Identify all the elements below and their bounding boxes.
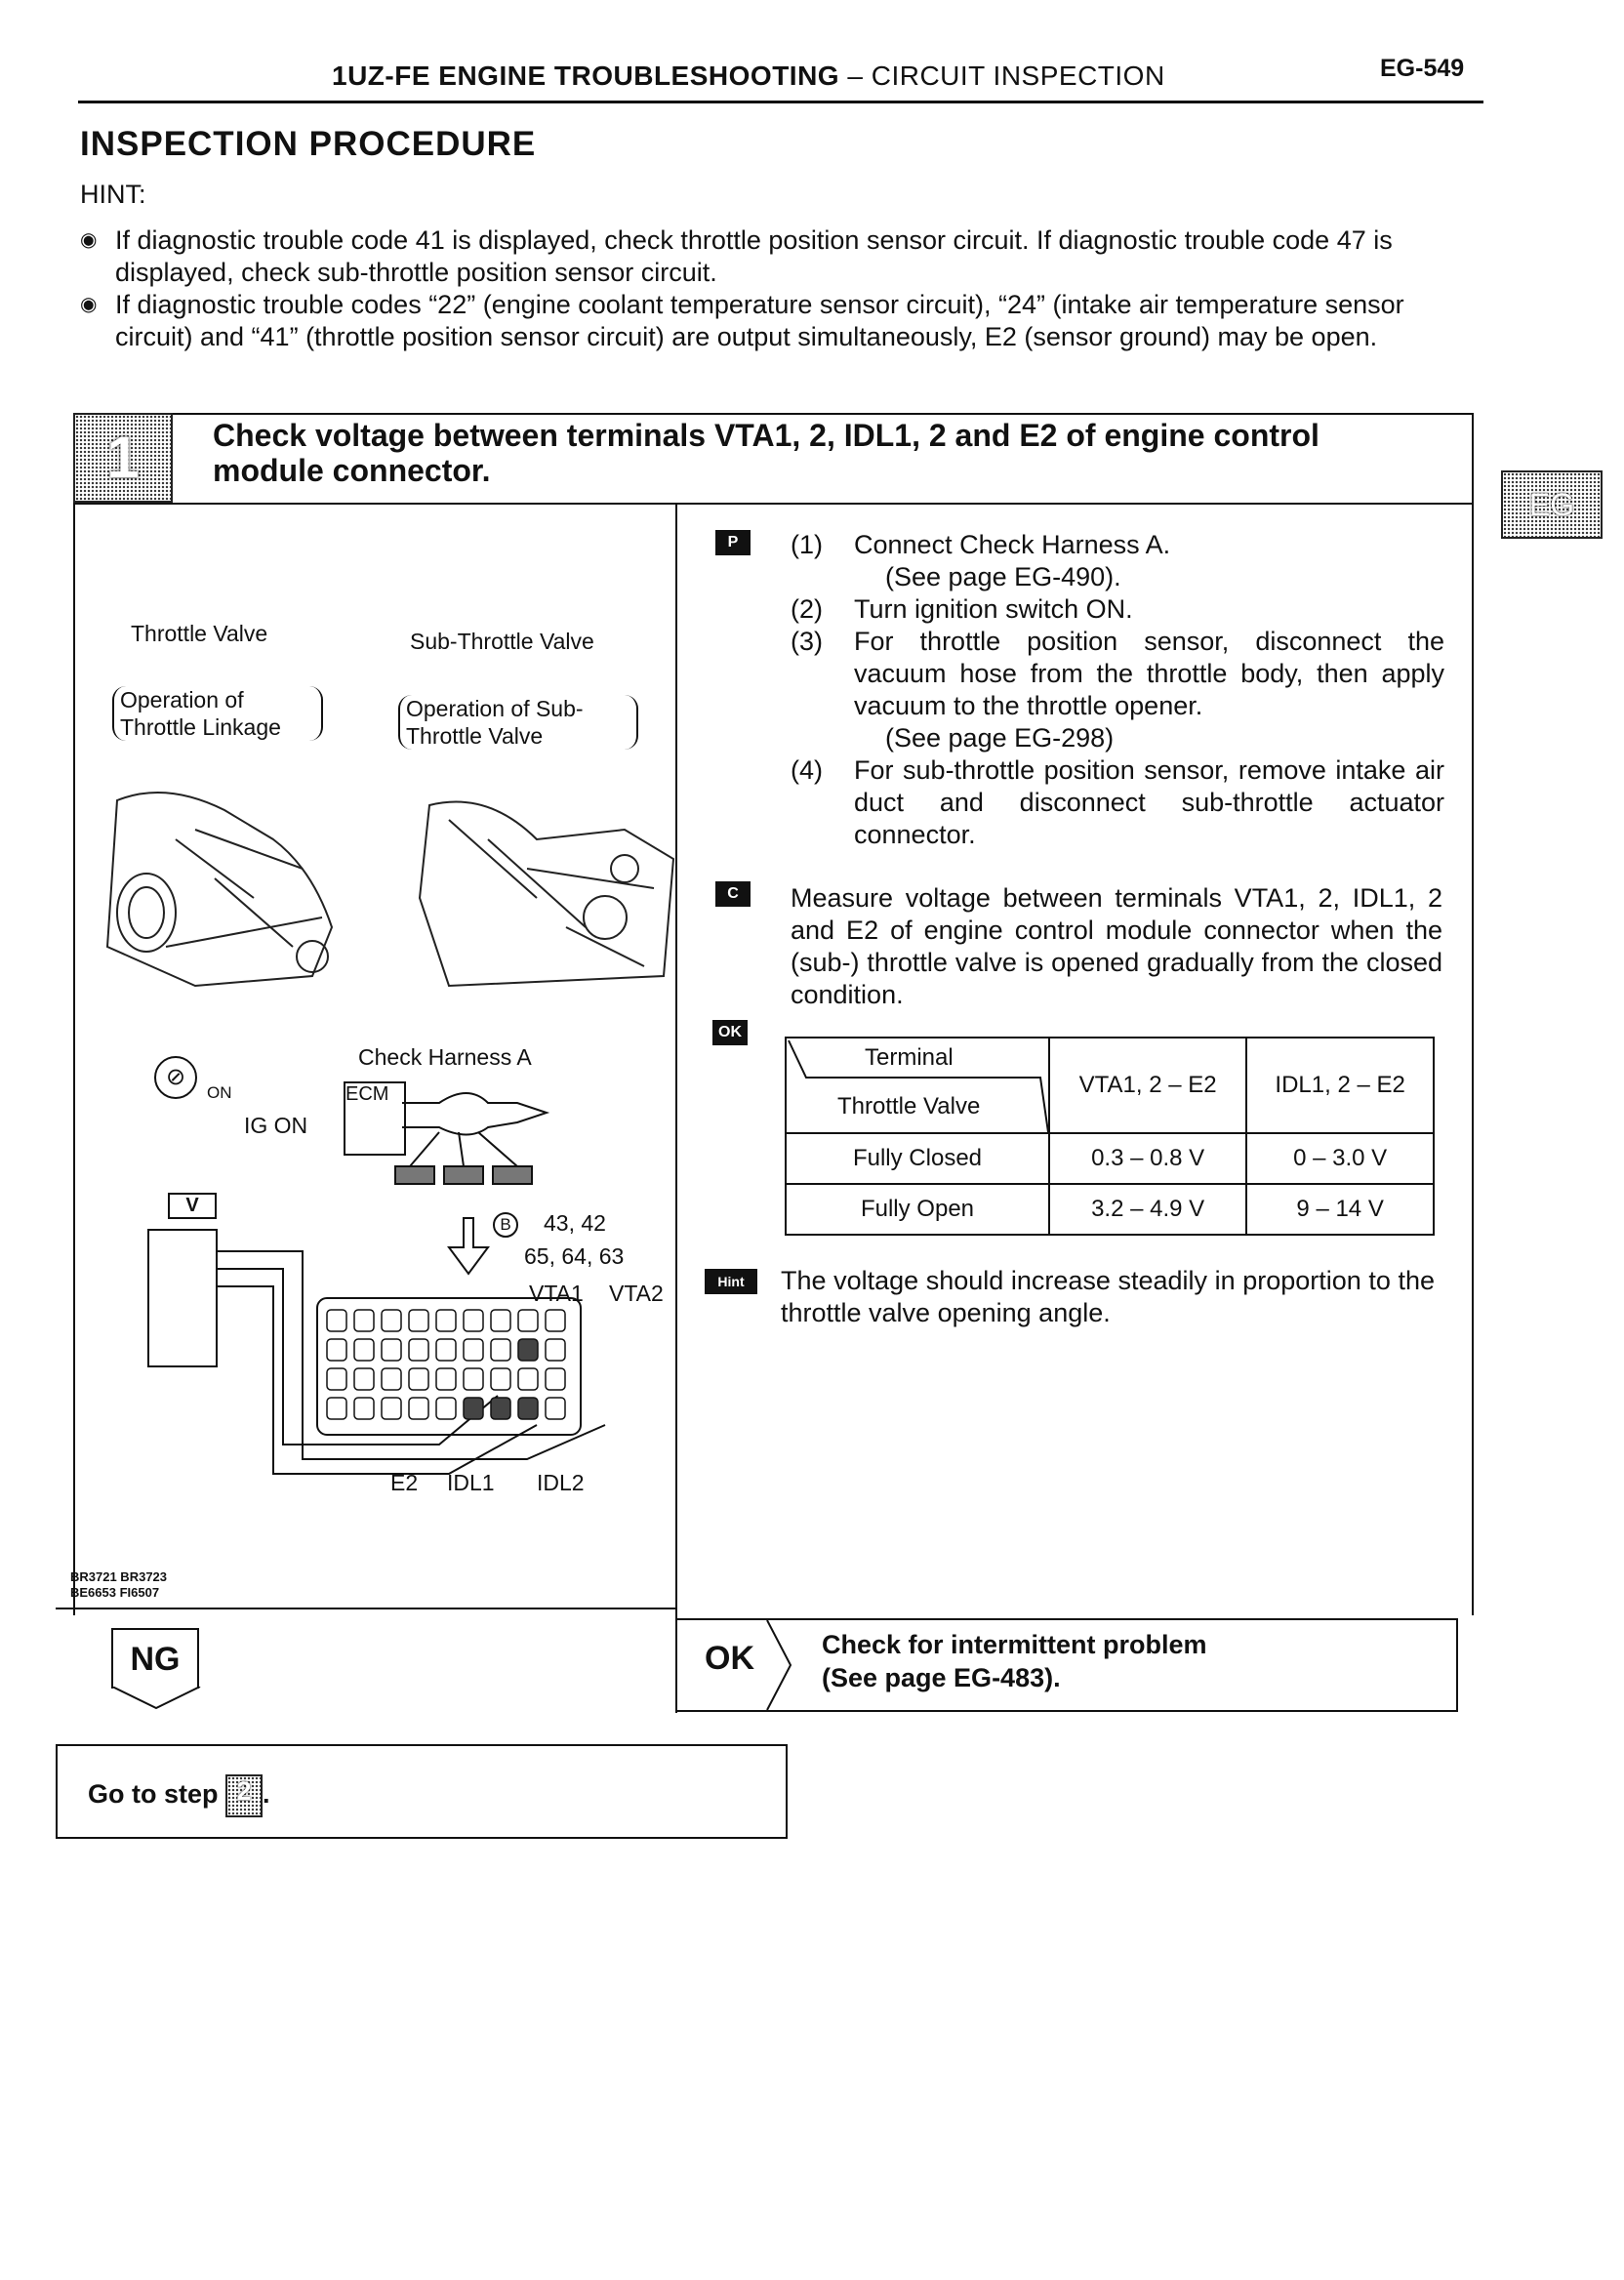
voltage-spec-table	[785, 1037, 1435, 1236]
connector-pin	[491, 1398, 510, 1419]
connector-pin	[491, 1368, 510, 1390]
step-title: Check voltage between terminals VTA1, 2, IDL1, 2 and E2 of engine control module connector.	[213, 418, 1320, 488]
table-row	[786, 1184, 1434, 1235]
prep-text: Turn ignition switch ON.	[854, 594, 1133, 624]
ng-arrow	[111, 1687, 201, 1710]
goto-step-number[interactable]: 2	[225, 1774, 263, 1817]
connector-pin	[546, 1339, 565, 1361]
sub-throttle-valve-label: Sub-Throttle Valve	[410, 629, 594, 654]
goto-text: Go to step	[88, 1779, 219, 1810]
throttle-operation-text: Operation of Throttle Linkage	[120, 687, 281, 740]
prep-sub: (See page EG-298)	[885, 723, 1115, 753]
ng-label: NG	[130, 1641, 181, 1678]
connector-pin	[382, 1368, 401, 1390]
cell-value: 0.3 – 0.8 V	[1049, 1133, 1246, 1184]
hint-item	[80, 224, 1476, 289]
connector-pin	[409, 1368, 428, 1390]
column-header: VTA1, 2 – E2	[1049, 1038, 1246, 1133]
connector-pin	[518, 1368, 538, 1390]
hint-item	[80, 289, 1476, 353]
throttle-valve-label: Throttle Valve	[131, 621, 268, 646]
connector-pin	[382, 1339, 401, 1361]
row-label: Fully Closed	[786, 1133, 1049, 1184]
section-tab-eg	[1501, 470, 1603, 539]
idl2-label: IDL2	[537, 1470, 585, 1495]
connector-pin	[354, 1398, 374, 1419]
connector-pin	[518, 1398, 538, 1419]
header-separator: –	[839, 61, 872, 91]
step-header-rule	[73, 503, 1474, 505]
figure-code-1: BR3721 BR3723	[70, 1569, 168, 1584]
connector-pin	[354, 1310, 374, 1331]
goto-end: .	[263, 1779, 270, 1810]
prep-text: Connect Check Harness A.	[854, 530, 1171, 559]
connector-pin	[464, 1398, 483, 1419]
step-number-box	[73, 413, 173, 503]
table-corner-cell	[786, 1038, 1049, 1133]
engine-illustration	[78, 781, 683, 996]
idl1-label: IDL1	[447, 1470, 495, 1495]
connector-pin	[382, 1310, 401, 1331]
connector-pin	[546, 1398, 565, 1419]
terminals-label-2: 65, 64, 63	[524, 1243, 625, 1269]
header-title-part1: 1UZ-FE ENGINE TROUBLESHOOTING	[332, 61, 840, 91]
step-number: 1	[106, 425, 140, 490]
table-header-row	[786, 1038, 1434, 1133]
section-title: INSPECTION PROCEDURE	[80, 125, 537, 163]
connector-pin	[409, 1398, 428, 1419]
cell-value: 9 – 14 V	[1246, 1184, 1434, 1235]
throttle-operation-label	[112, 686, 323, 741]
connector-pin	[382, 1398, 401, 1419]
hint-text: If diagnostic trouble code 41 is displayed, check throttle position sensor circuit. If diagnostic trouble code 47 is displayed, check sub-throttle position sensor circuit.	[115, 225, 1393, 287]
prep-text: For throttle position sensor, disconnect the vacuum hose from the throttle body, then apply vacuum to the throttle opener.	[854, 627, 1444, 720]
ok-label: OK	[705, 1640, 754, 1677]
check-marker: C	[715, 881, 751, 907]
cell-value: 3.2 – 4.9 V	[1049, 1184, 1246, 1235]
prep-item	[791, 754, 1444, 851]
connector-pin	[464, 1310, 483, 1331]
prep-list	[791, 529, 1444, 851]
on-label: ON	[207, 1083, 232, 1102]
page-header	[332, 61, 1165, 92]
connector-pin	[464, 1368, 483, 1390]
prep-item	[791, 529, 1444, 593]
hint-marker: Hint	[705, 1269, 757, 1294]
connector-pin	[327, 1398, 346, 1419]
e2-label: E2	[390, 1470, 419, 1495]
prep-item	[791, 626, 1444, 754]
left-column-bottom	[56, 1608, 677, 1609]
prep-sub: (See page EG-490).	[885, 562, 1121, 591]
ignition-switch-icon: ⊘	[154, 1056, 197, 1099]
prep-num: (2)	[791, 594, 823, 624]
ig-on-label: IG ON	[244, 1113, 308, 1138]
ng-label-box	[111, 1628, 199, 1689]
goto-step-text	[88, 1774, 270, 1817]
hint-text: The voltage should increase steadily in proportion to the throttle valve opening angle.	[781, 1266, 1435, 1327]
connector-pin	[409, 1310, 428, 1331]
connector-pin	[327, 1368, 346, 1390]
connector-pin	[354, 1339, 374, 1361]
bullet-icon: ◉	[80, 294, 98, 315]
row-label: Fully Open	[786, 1184, 1049, 1235]
ok-arrow-divider	[765, 1620, 794, 1710]
connector-pin	[464, 1339, 483, 1361]
connector-pin	[436, 1310, 456, 1331]
connector-pin	[436, 1398, 456, 1419]
connector-pin	[354, 1368, 374, 1390]
vta1-label: VTA1	[529, 1281, 584, 1306]
hint-list	[80, 224, 1476, 353]
page-number: EG-549	[1380, 55, 1465, 82]
connector-pin	[327, 1310, 346, 1331]
ok-marker: OK	[712, 1020, 748, 1045]
header-rule	[78, 101, 1483, 103]
hint-text: If diagnostic trouble codes “22” (engine coolant temperature sensor circuit), “24” (intake air temperature sensor circuit) and “41” (throttle position sensor circuit) are output simultaneously, E2 (sensor ground) may be open.	[115, 290, 1404, 351]
connector-pin	[436, 1368, 456, 1390]
prep-num: (4)	[791, 755, 823, 785]
corner-bottom-label: Throttle Valve	[837, 1093, 981, 1120]
ok-result-line1: Check for intermittent problem	[822, 1630, 1207, 1659]
ecm-label: ECM	[345, 1083, 389, 1105]
connector-pin	[436, 1339, 456, 1361]
cell-value: 0 – 3.0 V	[1246, 1133, 1434, 1184]
prep-text: For sub-throttle position sensor, remove intake air duct and disconnect sub-throttle actuator connector.	[854, 755, 1444, 849]
terminals-label-1: 43, 42	[544, 1210, 606, 1236]
check-harness-label: Check Harness A	[358, 1044, 532, 1070]
prep-marker: P	[715, 530, 751, 555]
column-header: IDL1, 2 – E2	[1246, 1038, 1434, 1133]
corner-top-label: Terminal	[865, 1044, 954, 1071]
connector-pin	[491, 1339, 510, 1361]
table-row	[786, 1133, 1434, 1184]
vta2-label: VTA2	[609, 1281, 664, 1306]
connector-pin	[518, 1310, 538, 1331]
prep-item	[791, 593, 1444, 626]
check-text: Measure voltage between terminals VTA1, 2, IDL1, 2 and E2 of engine control module connector when the (sub-) throttle valve is opened gradually from the closed condition.	[791, 883, 1442, 1009]
prep-num: (3)	[791, 627, 823, 656]
figure-code-2: BE6653 FI6507	[70, 1585, 160, 1600]
sub-throttle-operation-label	[398, 695, 638, 750]
bullet-icon: ◉	[80, 229, 98, 251]
harness-diagram	[146, 1074, 673, 1484]
connector-pin	[491, 1310, 510, 1331]
prep-num: (1)	[791, 530, 823, 559]
sub-throttle-operation-text: Operation of Sub-Throttle Valve	[406, 696, 584, 749]
connector-pin	[546, 1368, 565, 1390]
connector-b-label: B	[493, 1212, 518, 1238]
column-divider	[675, 503, 677, 1713]
connector-pin	[409, 1339, 428, 1361]
connector-pin	[327, 1339, 346, 1361]
connector-pin	[546, 1310, 565, 1331]
voltmeter-label: V	[168, 1193, 217, 1219]
section-tab-label: EG	[1528, 487, 1575, 522]
connector-pin	[518, 1339, 538, 1361]
hint-label: HINT:	[80, 180, 146, 209]
header-title-part2: CIRCUIT INSPECTION	[871, 61, 1165, 91]
ok-result-line2: (See page EG-483).	[822, 1663, 1061, 1692]
